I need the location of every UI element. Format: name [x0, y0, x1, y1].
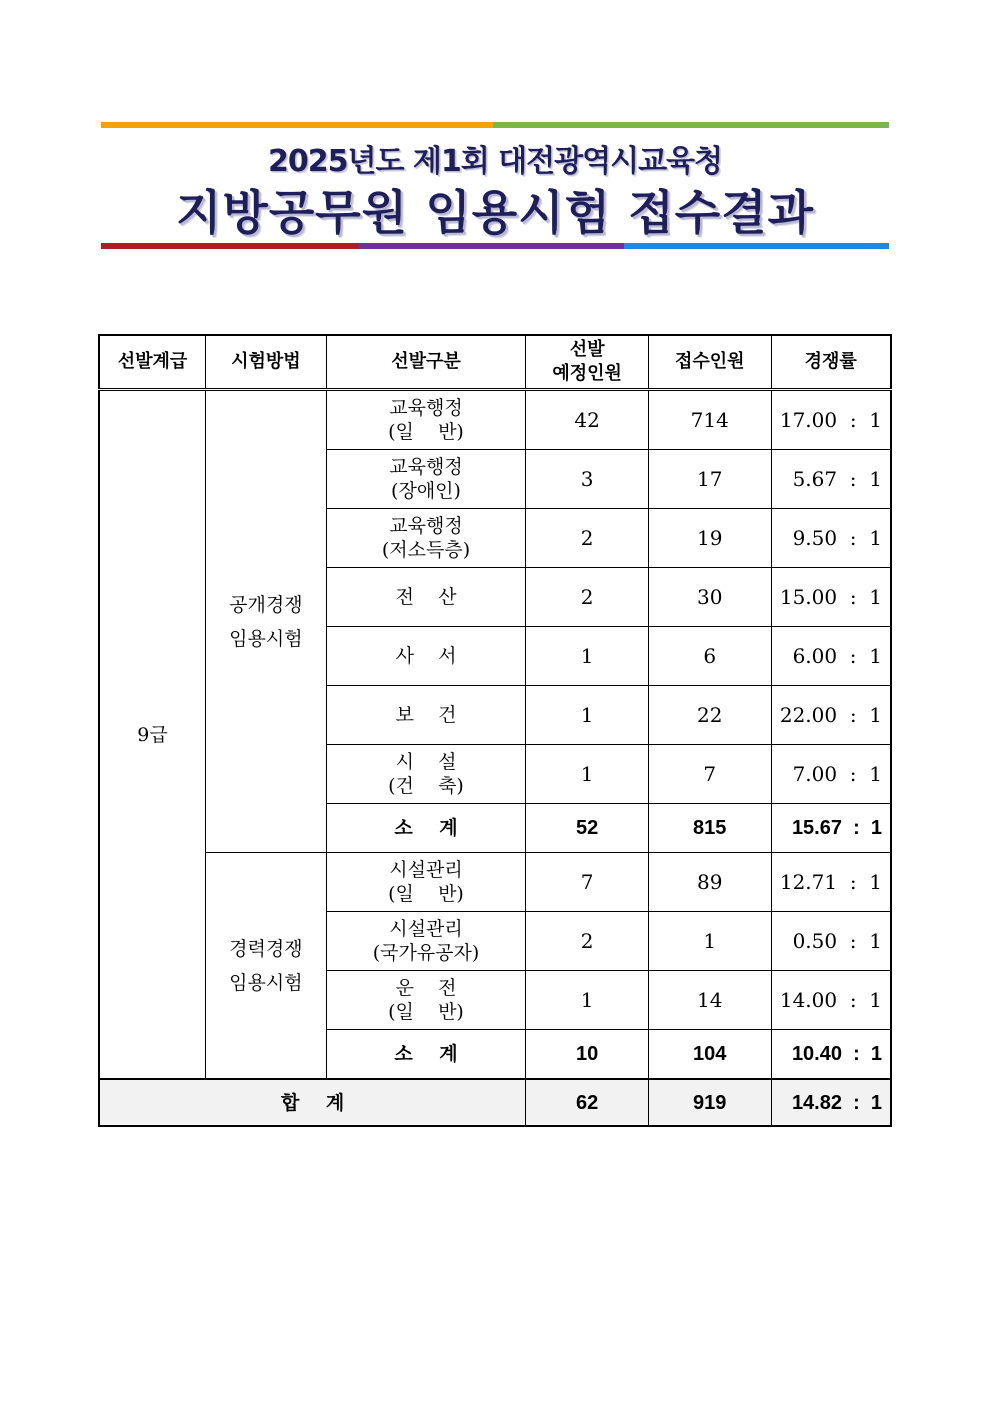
planned-cell: 2: [526, 509, 649, 568]
applicants-cell: 30: [648, 568, 771, 627]
ratio-cell: 6.00 : 1: [771, 627, 891, 686]
category-line1: 사 서: [395, 645, 457, 667]
total-row: [99, 1079, 891, 1126]
ratio-cell: 0.50 : 1: [771, 912, 891, 971]
header-planned: [526, 335, 649, 390]
bottom-bar-red: [101, 243, 359, 249]
category-line1: 운 전: [395, 977, 457, 999]
table-row: [99, 390, 891, 450]
applicants-cell: 7: [648, 745, 771, 804]
category-line2: (일 반): [388, 1001, 464, 1023]
ratio-cell: 7.00 : 1: [771, 745, 891, 804]
title-line-1: 2025년도 제1회 대전광역시교육청: [267, 144, 723, 179]
header-applicants: 접수인원: [648, 335, 771, 390]
category-line1: 교육행정: [389, 515, 463, 537]
category-cell: [326, 686, 526, 745]
planned-cell: 1: [526, 627, 649, 686]
category-line2: (일 반): [388, 883, 464, 905]
total-planned: 62: [526, 1079, 649, 1126]
planned-cell: 1: [526, 686, 649, 745]
header-planned-line1: 선발: [569, 339, 605, 360]
planned-cell: 2: [526, 568, 649, 627]
category-cell: [326, 568, 526, 627]
subtotal-label: 소 계: [326, 1030, 526, 1080]
category-line1: 시설관리: [389, 859, 463, 881]
method-open-line2: 임용시험: [229, 627, 303, 650]
grade-cell: 9급: [99, 390, 206, 1080]
category-cell: [326, 509, 526, 568]
header-grade: 선발계급: [99, 335, 206, 390]
bottom-bar-blue: [624, 243, 889, 249]
method-cell-open: [206, 390, 327, 853]
category-line2: (건 축): [388, 775, 464, 797]
method-open-line1: 공개경쟁: [229, 593, 303, 616]
method-career-line1: 경력경쟁: [229, 937, 303, 960]
ratio-cell: 12.71 : 1: [771, 853, 891, 912]
category-line1: 시 설: [395, 751, 457, 773]
method-career-line2: 임용시험: [229, 971, 303, 994]
category-cell: [326, 450, 526, 509]
planned-cell: 1: [526, 971, 649, 1030]
bottom-bar-purple: [359, 243, 624, 249]
total-applicants: 919: [648, 1079, 771, 1126]
title-line-2: 지방공무원 임용시험 접수결과: [176, 186, 814, 241]
ratio-cell: 5.67 : 1: [771, 450, 891, 509]
applicants-cell: 6: [648, 627, 771, 686]
category-line2: (국가유공자): [372, 942, 480, 964]
applicants-cell: 22: [648, 686, 771, 745]
planned-cell: 7: [526, 853, 649, 912]
applicants-cell: 89: [648, 853, 771, 912]
ratio-cell: 9.50 : 1: [771, 509, 891, 568]
subtotal-ratio: 15.67 : 1: [771, 804, 891, 853]
applicants-cell: 14: [648, 971, 771, 1030]
top-bar-green: [493, 122, 889, 128]
planned-cell: 1: [526, 745, 649, 804]
planned-cell: 2: [526, 912, 649, 971]
subtotal-applicants: 815: [648, 804, 771, 853]
category-line1: 교육행정: [389, 397, 463, 419]
planned-cell: 42: [526, 390, 649, 450]
header-row: [99, 335, 891, 390]
category-cell: [326, 390, 526, 450]
table-row: [99, 853, 891, 912]
ratio-cell: 14.00 : 1: [771, 971, 891, 1030]
subtotal-planned: 10: [526, 1030, 649, 1080]
planned-cell: 3: [526, 450, 649, 509]
applicants-cell: 714: [648, 390, 771, 450]
subtotal-applicants: 104: [648, 1030, 771, 1080]
category-line1: 교육행정: [389, 456, 463, 478]
total-label: 합 계: [99, 1079, 526, 1126]
ratio-cell: 15.00 : 1: [771, 568, 891, 627]
total-ratio: 14.82 : 1: [771, 1079, 891, 1126]
method-cell-career: [206, 853, 327, 1080]
category-line2: (일 반): [388, 421, 464, 443]
category-cell: [326, 627, 526, 686]
subtotal-ratio: 10.40 : 1: [771, 1030, 891, 1080]
header-category: 선발구분: [326, 335, 526, 390]
header-ratio: 경쟁률: [771, 335, 891, 390]
applicants-cell: 1: [648, 912, 771, 971]
ratio-cell: 17.00 : 1: [771, 390, 891, 450]
top-bar-orange: [101, 122, 493, 128]
subtotal-planned: 52: [526, 804, 649, 853]
results-table: [98, 334, 892, 1127]
ratio-cell: 22.00 : 1: [771, 686, 891, 745]
category-line2: (장애인): [391, 480, 461, 502]
subtotal-label: 소 계: [326, 804, 526, 853]
category-line1: 전 산: [395, 586, 457, 608]
header-planned-line2: 예정인원: [552, 363, 622, 384]
category-cell: [326, 853, 526, 912]
category-cell: [326, 745, 526, 804]
category-cell: [326, 971, 526, 1030]
applicants-cell: 19: [648, 509, 771, 568]
category-cell: [326, 912, 526, 971]
category-line1: 보 건: [395, 704, 457, 726]
category-line2: (저소득층): [381, 539, 471, 561]
header-method: 시험방법: [206, 335, 327, 390]
category-line1: 시설관리: [389, 918, 463, 940]
applicants-cell: 17: [648, 450, 771, 509]
